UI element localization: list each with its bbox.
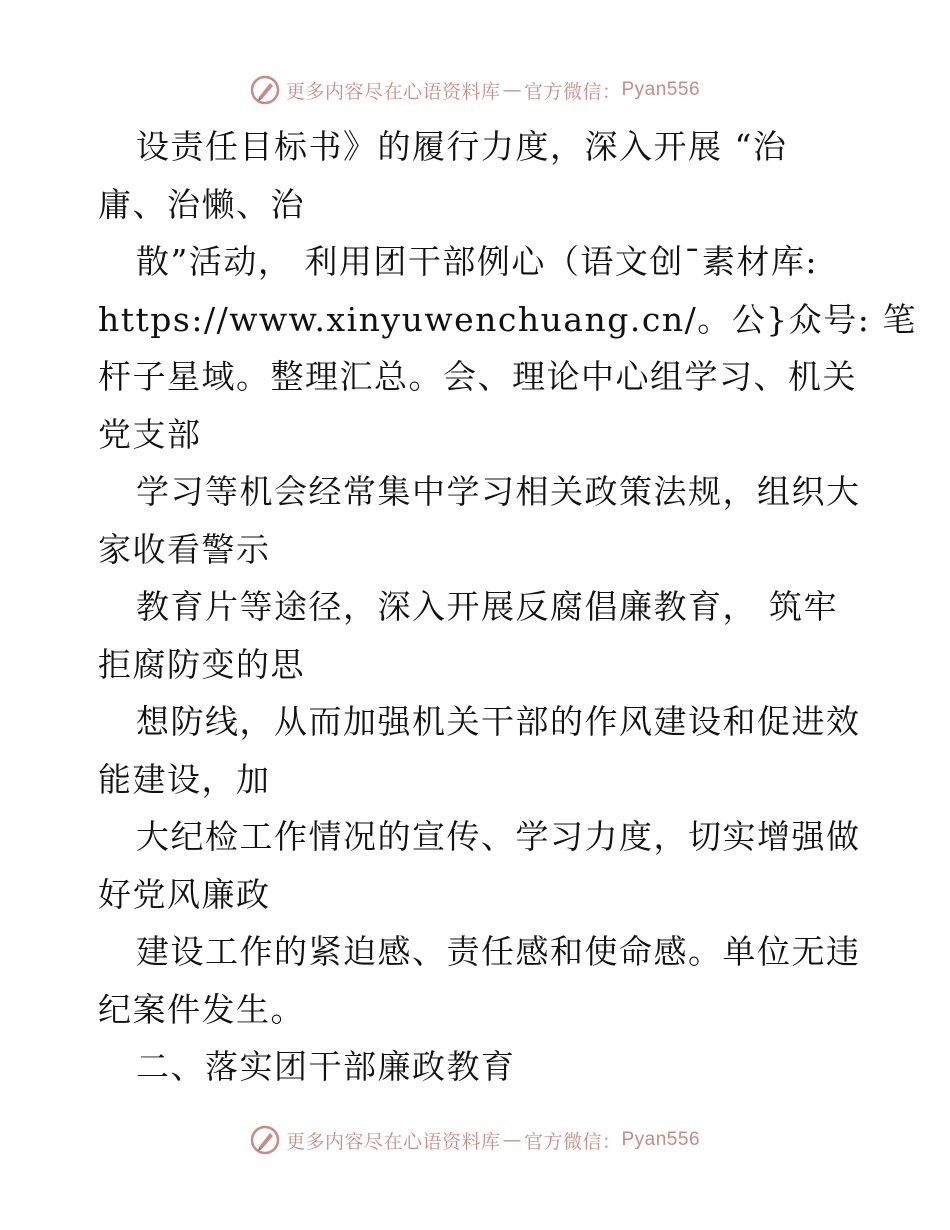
text-line: 党支部 <box>98 414 202 454</box>
text-line: 建设工作的紧迫感、责任感和使命感。单位无违 <box>136 932 861 971</box>
banner-main-text: 更多内容尽在心语资料库 <box>285 1130 501 1153</box>
text-line: 教育片等途径，深入开展反腐倡廉教育， 筑牢 <box>136 587 838 626</box>
text-line: 二、落实团干部廉政教育 <box>136 1047 516 1086</box>
text-line: 家收看警示 <box>98 529 271 569</box>
text-line: 拒腐防变的思 <box>98 644 305 684</box>
pen-logo-icon <box>250 1125 280 1155</box>
banner-separator: — <box>502 79 522 101</box>
banner-separator: — <box>502 1129 522 1151</box>
text-line: 庸、治懒、治 <box>98 184 305 224</box>
text-line: 纪案件发生。 <box>98 989 305 1029</box>
text-line: 杆子星域。整理汇总。会、理论中心组学习、机关 <box>98 357 857 396</box>
text-line: 好党风廉政 <box>98 874 271 914</box>
banner-wechat-label: 官方微信： <box>523 80 622 103</box>
text-line: 学习等机会经常集中学习相关政策法规，组织大 <box>136 472 861 511</box>
document-body <box>98 118 917 1096</box>
text-line: 想防线，从而加强机关干部的作风建设和促进效 <box>136 702 861 741</box>
banner-main-text: 更多内容尽在心语资料库 <box>285 80 501 103</box>
text-line: 大纪检工作情况的宣传、学习力度，切实增强做 <box>136 817 861 856</box>
text-line: https://www.xinyuwenchuang.cn/。公}众号: 笔 <box>98 299 917 339</box>
banner-wechat-code: Pyan556 <box>621 79 701 100</box>
banner-wechat-code: Pyan556 <box>621 1129 701 1150</box>
text-line: 能建设，加 <box>98 759 271 799</box>
text-line: 设责任目标书》的履行力度，深入开展 “治 <box>136 127 788 166</box>
pen-logo-icon <box>250 75 280 105</box>
header-watermark-banner <box>0 70 950 110</box>
footer-watermark-banner <box>0 1120 950 1160</box>
banner-wechat-label: 官方微信： <box>523 1130 622 1153</box>
text-line: 散”活动， 利用团干部例心（语文创¯素材库: <box>136 242 818 281</box>
